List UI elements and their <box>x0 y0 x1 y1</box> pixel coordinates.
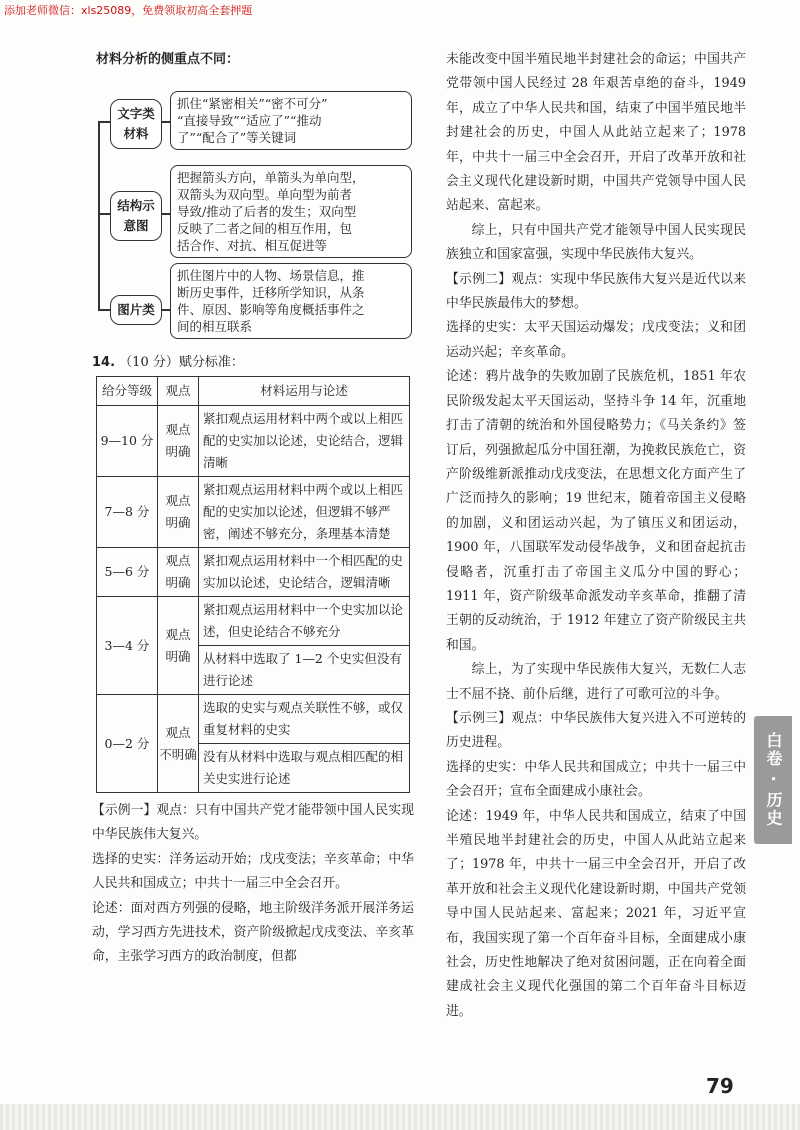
bottom-scan-strip <box>0 1104 800 1130</box>
scoring-rubric-table <box>96 376 410 793</box>
view-cell <box>158 695 199 793</box>
view-cell <box>158 548 199 597</box>
example-1-facts: 选择的史实：洋务运动开始；戊戌变法；辛亥革命；中华人民共和国成立；中共十一届三中全会召开。 <box>92 851 414 892</box>
desc-cell: 紧扣观点运用材料中一个史实加以论述，但史论结合不够充分 <box>199 597 410 646</box>
mindmap-desc-picture <box>170 263 412 339</box>
right-column <box>446 48 746 1024</box>
desc-line: 了”“配合了”等关键词 <box>177 130 297 145</box>
question-title-text: （10 分）赋分标准： <box>119 355 244 370</box>
mindmap-desc-structure-diagram <box>170 165 412 258</box>
view-text: 观点 <box>165 493 191 508</box>
left-column <box>92 48 414 970</box>
page-number: 79 <box>706 1074 734 1098</box>
desc-cell: 紧扣观点运用材料中两个或以上相匹配的史实加以论述，但逻辑不够严密，阐述不够充分，条理基本清楚 <box>199 477 410 548</box>
table-header-row <box>97 377 410 406</box>
desc-line: 反映了二者之间的相互作用，包 <box>177 221 353 236</box>
desc-cell: 紧扣观点运用材料中一个相匹配的史实加以论述，史论结合，逻辑清晰 <box>199 548 410 597</box>
material-mindmap <box>92 81 414 343</box>
mindmap-link <box>162 213 170 215</box>
mindmap-link <box>162 121 170 123</box>
col-header-grade: 给分等级 <box>97 377 158 406</box>
view-cell <box>158 477 199 548</box>
desc-line: “直接导致”“适应了”“推动 <box>177 113 322 128</box>
node-label: 材料 <box>123 126 149 141</box>
table-row <box>97 548 410 597</box>
desc-line: 间的相互联系 <box>177 319 253 334</box>
node-label: 意图 <box>123 218 149 233</box>
desc-line: 抓住图片中的人物、场景信息，推 <box>177 268 365 283</box>
example-2-argument: 论述：鸦片战争的失败加剧了民族危机，1851 年农民阶级发起太平天国运动，坚持斗争 14 年，沉重地打击了清朝的统治和外国侵略势力；《马关条约》签订后，列强掀起瓜分中国狂潮，为挽救民族危亡，资产阶级维新派推动戊戌变法，在思想文化方面产生了广泛而持久的影响；19 世纪末，随着帝国主义侵略的加剧，义和团运动兴起，为了镇压义和团运动，1900 年，八国联军发动侵华战争，义和团奋起抗击侵略者，沉重打击了帝国主义瓜分中国的野心；1911 年，资产阶级革命派发动辛亥革命，推翻了清王朝的反动统治，于 1912 年建立了资产阶级民主共和国。 <box>446 369 746 653</box>
example-2-viewpoint: 【示例二】观点：实现中华民族伟大复兴是近代以来中华民族最伟大的梦想。 <box>446 271 746 312</box>
mindmap-node-text-material <box>110 99 162 149</box>
example-1-conclusion: 综上，只有中国共产党才能领导中国人民实现民族独立和国家富强，实现中华民族伟大复兴。 <box>446 222 746 263</box>
example-1-viewpoint: 【示例一】观点：只有中国共产党才能带领中国人民实现中华民族伟大复兴。 <box>92 803 414 843</box>
view-text: 观点 <box>165 422 191 437</box>
question-14-title <box>92 351 414 370</box>
table-row <box>97 406 410 477</box>
example-2-facts: 选择的史实：太平天国运动爆发；戊戌变法；义和团运动兴起；辛亥革命。 <box>446 320 746 360</box>
desc-line: 括合作、对抗、相互促进等 <box>177 238 328 253</box>
desc-line: 件、原因、影响等角度概括事件之 <box>177 302 365 317</box>
section-side-tab: 白卷 · 历史 <box>754 716 792 844</box>
desc-line: 抓住“紧密相关”“密不可分” <box>177 96 328 111</box>
desc-line: 导致/推动了后者的发生；双向型 <box>177 204 357 219</box>
grade-cell: 0—2 分 <box>97 695 158 793</box>
question-number: 14. <box>92 355 116 370</box>
grade-cell: 7—8 分 <box>97 477 158 548</box>
mindmap-branch <box>98 213 110 215</box>
watermark-text: 添加老师微信：xls25089，免费领取初高全套押题 <box>4 4 253 17</box>
view-text: 明确 <box>165 444 191 459</box>
col-header-desc: 材料运用与论述 <box>199 377 410 406</box>
desc-cell: 选取的史实与观点关联性不够，或仅重复材料的史实 <box>199 695 410 744</box>
example-1-argument-cont: 未能改变中国半殖民地半封建社会的命运；中国共产党带领中国人民经过 28 年艰苦卓绝的奋斗，1949 年，成立了中华人民共和国，结束了中国半殖民地半封建社会的历史，中国人从此站立起来了；1978 年，中共十一届三中全会召开，开启了改革开放和社会主义现代化建设新时期，中国共产党领导中国人民站起来、富起来。 <box>446 52 746 214</box>
mindmap-spine <box>98 121 100 309</box>
desc-line: 断历史事件，迁移所学知识，从条 <box>177 285 365 300</box>
desc-cell: 没有从材料中选取与观点相匹配的相关史实进行论述 <box>199 744 410 793</box>
col-header-view: 观点 <box>158 377 199 406</box>
mindmap-link <box>162 309 170 311</box>
mindmap-branch <box>98 309 110 311</box>
grade-cell: 9—10 分 <box>97 406 158 477</box>
grade-cell: 3—4 分 <box>97 597 158 695</box>
node-label: 文字类 <box>117 106 155 121</box>
mindmap-desc-text-material <box>170 91 412 150</box>
example-3-facts: 选择的史实：中华人民共和国成立；中共十一届三中全会召开；宣布全面建成小康社会。 <box>446 759 746 800</box>
view-cell <box>158 597 199 695</box>
table-row <box>97 695 410 744</box>
mindmap-node-picture <box>110 295 162 325</box>
example-3-argument: 论述：1949 年，中华人民共和国成立，结束了中国半殖民地半封建社会的历史，中国人从此站立起来了；1978 年，中共十一届三中全会召开，开启了改革开放和社会主义现代化建设新时期，中国共产党领导中国人民站起来、富起来；2021 年，习近平宣布，我国实现了第一个百年奋斗目标，全面建成小康社会，历史性地解决了绝对贫困问题，正在向着全面建成社会主义现代化强国的第二个百年奋斗目标迈进。 <box>446 808 746 1019</box>
material-analysis-heading: 材料分析的侧重点不同： <box>96 52 240 67</box>
view-text: 观点 <box>165 626 191 642</box>
view-text: 明确 <box>165 515 191 530</box>
view-text: 观点 <box>165 724 191 740</box>
desc-cell: 从材料中选取了 1—2 个史实但没有进行论述 <box>199 646 410 695</box>
view-text: 观点 <box>165 553 191 568</box>
view-text: 不明确 <box>159 746 197 762</box>
view-text: 明确 <box>165 648 191 664</box>
node-label: 结构示 <box>117 198 155 213</box>
mindmap-node-structure-diagram <box>110 191 162 241</box>
desc-line: 双箭头为双向型。单向型为前者 <box>177 187 353 202</box>
desc-line: 把握箭头方向，单箭头为单向型， <box>177 170 365 185</box>
example-1-argument: 论述：面对西方列强的侵略，地主阶级洋务派开展洋务运动，学习西方先进技术，资产阶级掀起戊戌变法、辛亥革命，主张学习西方的政治制度，但都 <box>92 900 414 965</box>
table-row <box>97 477 410 548</box>
node-label: 图片类 <box>117 302 155 317</box>
example-2-conclusion: 综上，为了实现中华民族伟大复兴，无数仁人志士不屈不挠、前仆后继，进行了可歌可泣的斗争。 <box>446 662 746 702</box>
view-text: 明确 <box>165 575 191 590</box>
example-3-viewpoint: 【示例三】观点：中华民族伟大复兴进入不可逆转的历史进程。 <box>446 710 746 751</box>
desc-cell: 紧扣观点运用材料中两个或以上相匹配的史实加以论述，史论结合，逻辑清晰 <box>199 406 410 477</box>
mindmap-branch <box>98 121 110 123</box>
table-row <box>97 597 410 646</box>
view-cell <box>158 406 199 477</box>
grade-cell: 5—6 分 <box>97 548 158 597</box>
